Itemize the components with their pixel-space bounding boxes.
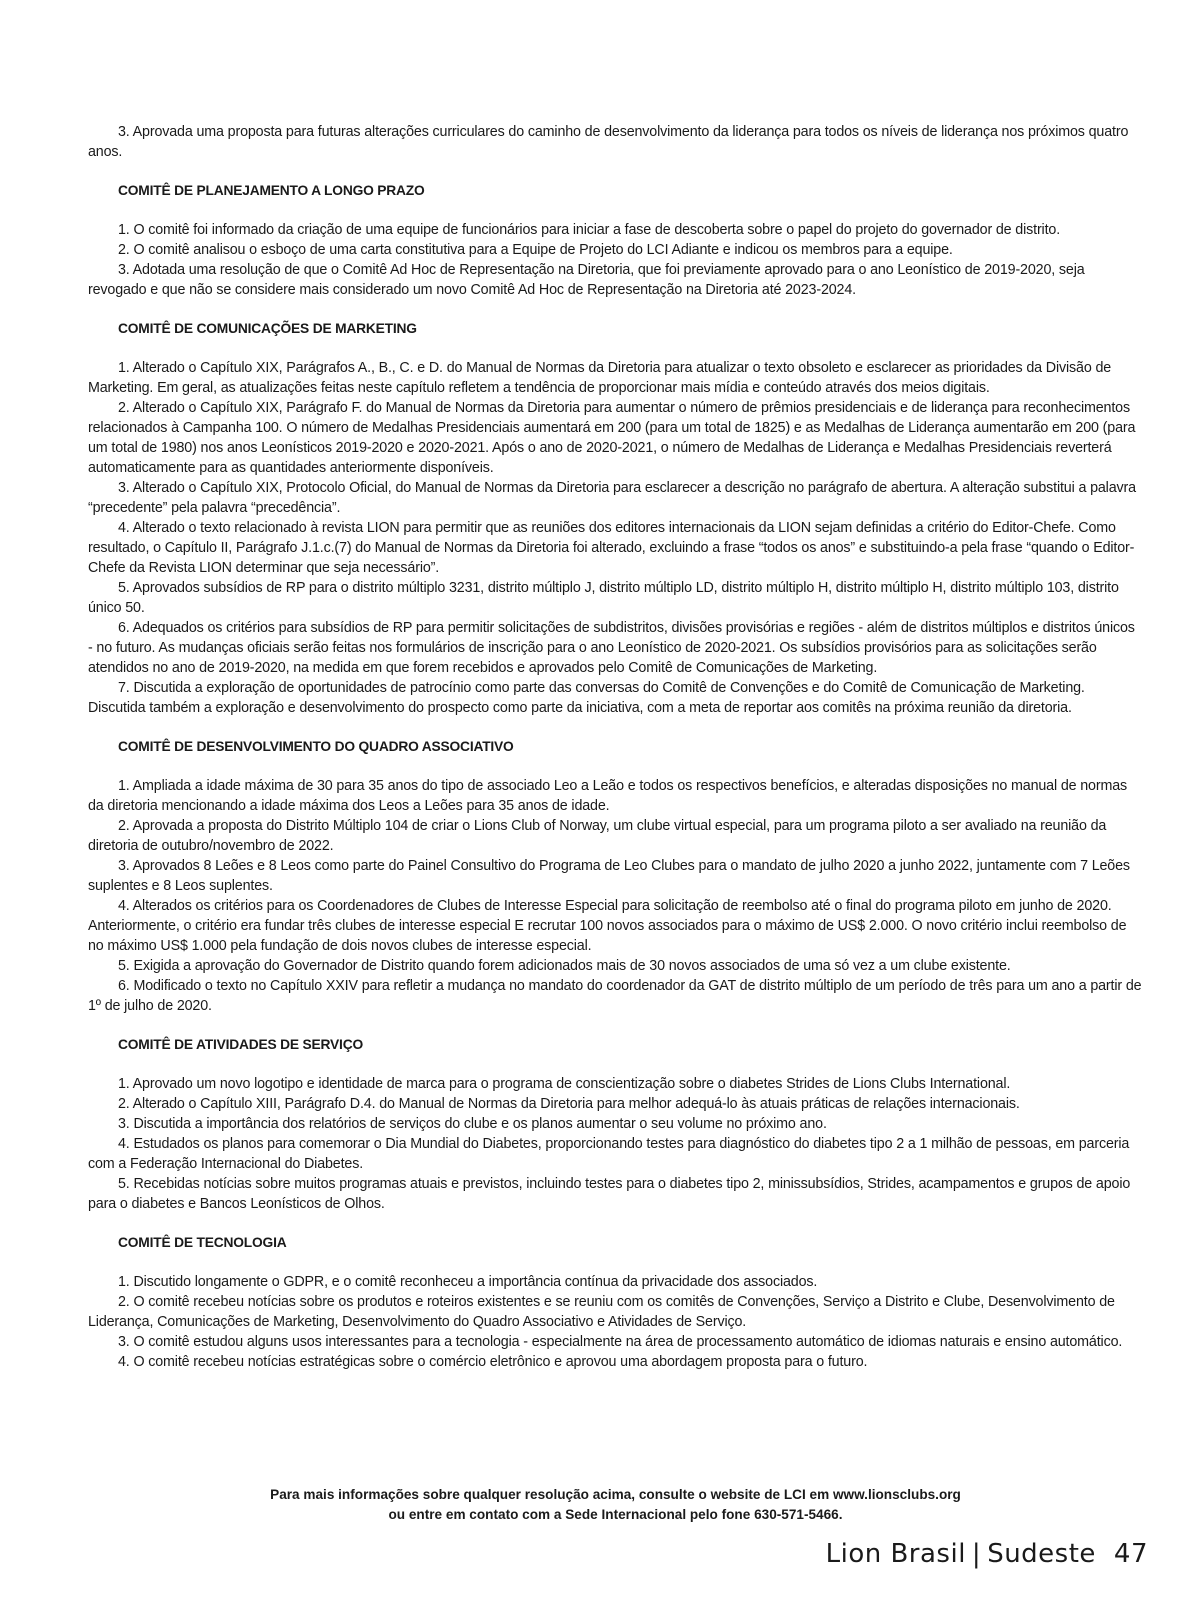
paragraph: 3. Aprovados 8 Leões e 8 Leos como parte do Painel Consultivo do Programa de Leo Clubes para o mandato de julho 2020 a junho 2022, juntamente com 7 Leões suplentes e 8 Leos suplentes. xyxy=(88,858,1130,894)
document-body xyxy=(88,122,1143,1372)
paragraph: 4. Alterados os critérios para os Coordenadores de Clubes de Interesse Especial para solicitação de reembolso até o final do programa piloto em junho de 2020. Anteriormente, o critério era fundar três clubes de interesse especial E recrutar 100 novos associados para o máximo de US$ 2.000. O novo critério inclui reembolso de no máximo US$ 1.000 pela fundação de dois novos clubes de interesse especial. xyxy=(88,898,1127,954)
paragraph: 5. Exigida a aprovação do Governador de Distrito quando forem adicionados mais de 30 novos associados de uma só vez a um clube existente. xyxy=(118,958,1011,974)
paragraph: 6. Adequados os critérios para subsídios de RP para permitir solicitações de subdistritos, divisões provisórias e regiões - além de distritos múltiplos e distritos únicos - no futuro. As mudanças oficiais serão feitas nos formulários de inscrição para o ano Leonístico de 2020-2021. Os subsídios provisórios para as solicitações serão atendidos no ano de 2019-2020, na medida em que forem recebidos e aprovados pelo Comitê de Comunicações de Marketing. xyxy=(88,620,1135,676)
paragraph: 6. Modificado o texto no Capítulo XXIV para refletir a mudança no mandato do coordenador da GAT de distrito múltiplo de um período de três para um ano a partir de 1º de julho de 2020. xyxy=(88,978,1142,1014)
paragraph: 2. O comitê recebeu notícias sobre os produtos e roteiros existentes e se reuniu com os comitês de Convenções, Serviço a Distrito e Clube, Desenvolvimento de Liderança, Comunicações de Marketing, Desenvolvimento do Quadro Associativo e Atividades de Serviço. xyxy=(88,1294,1115,1330)
paragraph: 1. Ampliada a idade máxima de 30 para 35 anos do tipo de associado Leo a Leão e todos os respectivos benefícios, e alteradas disposições no manual de normas da diretoria mencionando a idade máxima dos Leos a Leões para 35 anos de idade. xyxy=(88,778,1128,814)
paragraph: 3. Aprovada uma proposta para futuras alterações curriculares do caminho de desenvolvimento da liderança para todos os níveis de liderança nos próximos quatro anos. xyxy=(88,124,1129,160)
section-marketing-communications xyxy=(88,319,1143,718)
paragraph: 3. Adotada uma resolução de que o Comitê Ad Hoc de Representação na Diretoria, que foi previamente aprovado para o ano Leonístico de 2019-2020, seja revogado e que não se considere mais considerado um novo Comitê Ad Hoc de Representação na Diretoria até 2023-2024. xyxy=(88,262,1085,298)
paragraph: 1. Alterado o Capítulo XIX, Parágrafos A., B., C. e D. do Manual de Normas da Diretoria para atualizar o texto obsoleto e esclarecer as prioridades da Divisão de Marketing. Em geral, as atualizações feitas neste capítulo refletem a tendência de proporcionar mais mídia e conteúdo através dos meios digitais. xyxy=(88,360,1112,396)
paragraph: 5. Aprovados subsídios de RP para o distrito múltiplo 3231, distrito múltiplo J, distrito múltiplo LD, distrito múltiplo H, distrito múltiplo H, distrito múltiplo 103, distrito único 50. xyxy=(88,580,1119,616)
paragraph: 5. Recebidas notícias sobre muitos programas atuais e previstos, incluindo testes para o diabetes tipo 2, minissubsídios, Strides, acampamentos e grupos de apoio para o diabetes e Bancos Leonísticos de Olhos. xyxy=(88,1176,1131,1212)
paragraph: 7. Discutida a exploração de oportunidades de patrocínio como parte das conversas do Comitê de Convenções e do Comitê de Comunicação de Marketing. Discutida também a exploração e desenvolvimento do prospecto como parte da iniciativa, com a meta de reportar aos comitês na próxima reunião da diretoria. xyxy=(88,680,1085,716)
contact-note-line1: Para mais informações sobre qualquer resolução acima, consulte o website de LCI em www.lionsclubs.org xyxy=(270,1487,961,1502)
section-technology xyxy=(88,1233,1143,1372)
paragraph: 1. Discutido longamente o GDPR, e o comitê reconheceu a importância contínua da privacidade dos associados. xyxy=(118,1274,818,1290)
section-heading: COMITÊ DE DESENVOLVIMENTO DO QUADRO ASSOCIATIVO xyxy=(118,739,514,754)
footer-separator: | xyxy=(971,1539,982,1569)
section-membership-development xyxy=(88,737,1143,1016)
section-heading: COMITÊ DE TECNOLOGIA xyxy=(118,1235,287,1250)
page-number: 47 xyxy=(1113,1539,1148,1569)
paragraph: 3. Alterado o Capítulo XIX, Protocolo Oficial, do Manual de Normas da Diretoria para esclarecer a descrição no parágrafo de abertura. A alteração substitui a palavra “precedente” pela palavra “precedência”. xyxy=(88,480,1136,516)
paragraph: 1. Aprovado um novo logotipo e identidade de marca para o programa de conscientização sobre o diabetes Strides de Lions Clubs International. xyxy=(118,1076,1011,1092)
contact-note xyxy=(88,1485,1143,1525)
paragraph: 1. O comitê foi informado da criação de uma equipe de funcionários para iniciar a fase de descoberta sobre o papel do projeto do governador de distrito. xyxy=(118,222,1061,238)
section-heading: COMITÊ DE PLANEJAMENTO A LONGO PRAZO xyxy=(118,183,425,198)
page-footer xyxy=(826,1539,1148,1569)
paragraph: 2. O comitê analisou o esboço de uma carta constitutiva para a Equipe de Projeto do LCI Adiante e indicou os membros para a equipe. xyxy=(118,242,953,258)
section-leadership-continuation xyxy=(88,122,1143,162)
paragraph: 2. Alterado o Capítulo XIII, Parágrafo D.4. do Manual de Normas da Diretoria para melhor adequá-lo às atuais práticas de relações internacionais. xyxy=(118,1096,1020,1112)
paragraph: 4. Estudados os planos para comemorar o Dia Mundial do Diabetes, proporcionando testes para diagnóstico do diabetes tipo 2 a 1 milhão de pessoas, em parceria com a Federação Internacional do Diabetes. xyxy=(88,1136,1130,1172)
paragraph: 3. Discutida a importância dos relatórios de serviços do clube e os planos aumentar o seu volume no próximo ano. xyxy=(118,1116,827,1132)
section-heading: COMITÊ DE ATIVIDADES DE SERVIÇO xyxy=(118,1037,363,1052)
section-long-range-planning xyxy=(88,181,1143,300)
section-heading: COMITÊ DE COMUNICAÇÕES DE MARKETING xyxy=(118,321,417,336)
paragraph: 2. Alterado o Capítulo XIX, Parágrafo F. do Manual de Normas da Diretoria para aumentar o número de prêmios presidenciais e de liderança para reconhecimentos relacionados à Campanha 100. O número de Medalhas Presidenciais aumentará em 200 (para um total de 1825) e as Medalhas de Liderança aumentarão em 200 (para um total de 1980) nos anos Leonísticos 2019-2020 e 2020-2021. Após o ano de 2020-2021, o número de Medalhas de Liderança e Medalhas Presidenciais reverterá automaticamente para as quantidades anteriormente disponíveis. xyxy=(88,400,1136,476)
publication-name: Lion Brasil xyxy=(825,1539,966,1569)
paragraph: 3. O comitê estudou alguns usos interessantes para a tecnologia - especialmente na área de processamento automático de idiomas naturais e ensino automático. xyxy=(118,1334,1123,1350)
region-name: Sudeste xyxy=(987,1539,1096,1569)
paragraph: 4. Alterado o texto relacionado à revista LION para permitir que as reuniões dos editores internacionais da LION sejam definidas a critério do Editor-Chefe. Como resultado, o Capítulo II, Parágrafo J.1.c.(7) do Manual de Normas da Diretoria foi alterado, excluindo a frase “todos os anos” e substituindo-a pela frase “quando o Editor-Chefe da Revista LION determinar que seja necessário”. xyxy=(88,520,1135,576)
section-service-activities xyxy=(88,1035,1143,1214)
paragraph: 2. Aprovada a proposta do Distrito Múltiplo 104 de criar o Lions Club of Norway, um clube virtual especial, para um programa piloto a ser avaliado na reunião da diretoria de outubro/novembro de 2022. xyxy=(88,818,1107,854)
paragraph: 4. O comitê recebeu notícias estratégicas sobre o comércio eletrônico e aprovou uma abordagem proposta para o futuro. xyxy=(118,1354,868,1370)
contact-note-line2: ou entre em contato com a Sede Internacional pelo fone 630-571-5466. xyxy=(388,1507,843,1522)
